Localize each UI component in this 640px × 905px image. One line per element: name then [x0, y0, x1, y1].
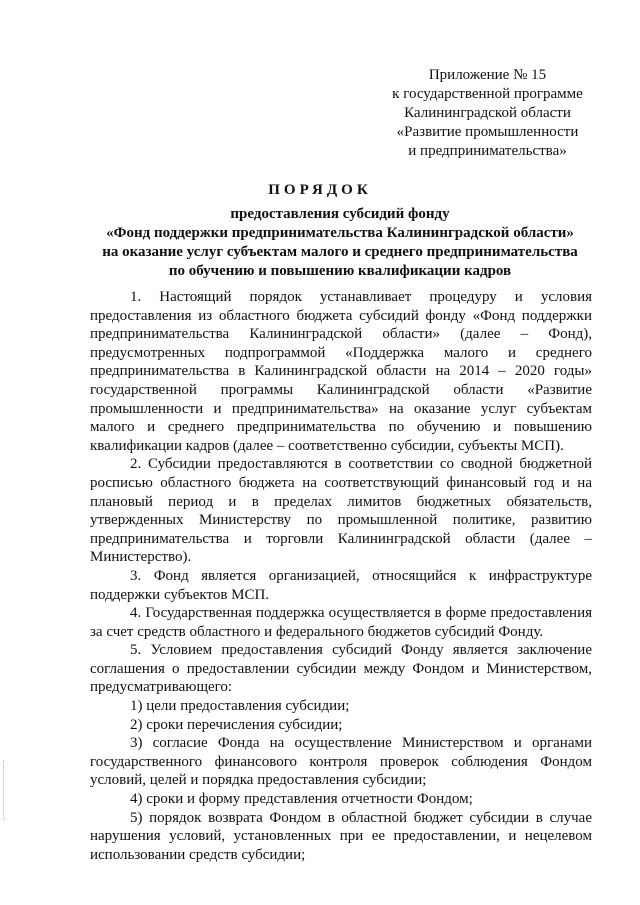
appendix-line: «Развитие промышленности: [396, 124, 579, 140]
document-title: ПОРЯДОК: [268, 182, 372, 198]
subtitle-line: на оказание услуг субъектам малого и среднего предпринимательства: [102, 244, 578, 260]
appendix-line: Приложение № 15: [428, 67, 547, 83]
paragraph-1: 1. Настоящий порядок устанавливает процедуру и условия предоставления из областного бюджета субсидий фонду «Фонд поддержки предпринимательства Калининградской области» (далее – Фонд), предусмотренных подпрограммой «Поддержка малого и среднего предпринимательства в Калининградской области на 2014 – 2020 годы» государственной программы Калининградской области «Развитие промышленности и предпринимательства» на оказание услуг субъектам малого и среднего предпринимательства по обучению и повышению квалификации кадров (далее – соответственно субсидии, субъекты МСП).: [90, 289, 592, 454]
appendix-header: [385, 66, 590, 161]
paragraph-4: 4. Государственная поддержка осуществляется в форме предоставления за счет средств областного и федерального бюджетов субсидий Фонду.: [90, 605, 592, 640]
scan-margin-mark: [3, 760, 5, 820]
document-subtitle: [90, 205, 590, 281]
appendix-line: Калининградской области: [404, 105, 571, 121]
list-item: 1) цели предоставления субсидии;: [130, 698, 350, 715]
subtitle-line: по обучению и повышению квалификации кадров: [168, 263, 512, 279]
paragraph-5: 5. Условием предоставления субсидий Фонду является заключение соглашения о предоставлении субсидии между Фондом и Министерством, предусматривающего:: [90, 642, 592, 696]
list-item: 3) согласие Фонда на осуществление Министерством и органами государственного финансового контроля проверок соблюдения Фондом условий, целей и порядка предоставления субсидии;: [90, 735, 592, 789]
list-item: 5) порядок возврата Фондом в областной бюджет субсидии в случае нарушения условий, установленных при ее предоставлении, и нецелевом использовании средств субсидии;: [90, 809, 592, 863]
paragraph-3: 3. Фонд является организацией, относящийся к инфраструктуре поддержки субъектов МСП.: [90, 567, 592, 603]
document-body: [90, 288, 592, 864]
list-item: 2) сроки перечисления субсидии;: [130, 716, 343, 733]
subtitle-line: «Фонд поддержки предпринимательства Калининградской области»: [106, 225, 574, 241]
list-item: 4) сроки и форму представления отчетности Фондом;: [130, 791, 473, 808]
subtitle-line: предоставления субсидий фонду: [230, 206, 450, 222]
appendix-line: к государственной программе: [392, 86, 583, 102]
paragraph-2: 2. Субсидии предоставляются в соответствии со сводной бюджетной росписью областного бюджета на соответствующий финансовый год и на плановый период и в пределах лимитов бюджетных обязательств, утвержденных Министерству по промышленной политике, развитию предпринимательства и торговли Калининградской области (далее – Министерство).: [90, 456, 592, 566]
appendix-line: и предпринимательства»: [408, 143, 567, 159]
